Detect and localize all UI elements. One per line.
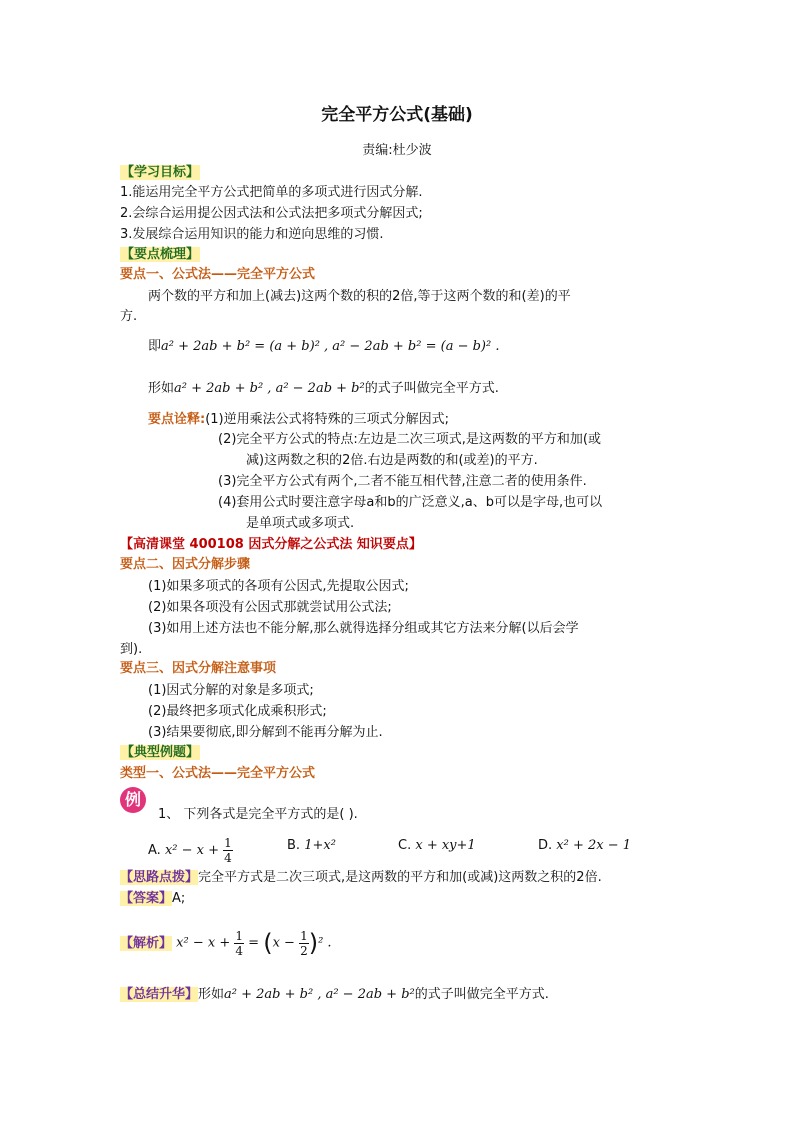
step-item: (3)如用上述方法也不能分解,那么就得选择分组或其它方法来分解(以后会学 bbox=[148, 621, 579, 636]
analysis-line: 【解析】 x² − x + $\frac{1}{4}$ = (x − $\frac{1}{2}$ )² . bbox=[120, 928, 332, 958]
goal-item: 3.发展综合运用知识的能力和逆向思维的习惯. bbox=[120, 227, 384, 242]
step-item: (1)如果多项式的各项有公因式,先提取公因式; bbox=[148, 579, 409, 594]
formula-line: 即a² + 2ab + b² = (a + b)² , a² − 2ab + b² = (a − b)² . bbox=[148, 339, 500, 354]
caution-item: (2)最终把多项式化成乘积形式; bbox=[148, 704, 327, 719]
note-item: 减)这两数之积的2倍.右边是两数的和(或差)的平方. bbox=[246, 453, 538, 468]
point1-text: 两个数的平方和加上(减去)这两个数的积的2倍,等于这两个数的和(差)的平 bbox=[148, 289, 571, 304]
goal-item: 2.会综合运用提公因式法和公式法把多项式分解因式; bbox=[120, 206, 423, 221]
goals-header: 【学习目标】 bbox=[121, 165, 200, 180]
editor-line: 责编:杜少波 bbox=[362, 143, 432, 158]
step-item: (2)如果各项没有公因式那就尝试用公式法; bbox=[148, 600, 392, 615]
point3-title: 要点三、因式分解注意事项 bbox=[120, 661, 277, 676]
option-b: B. 1+x² bbox=[287, 838, 336, 853]
note-item: (4)套用公式时要注意字母a和b的广泛意义,a、b可以是字母,也可以 bbox=[218, 495, 603, 510]
review-header: 【要点梳理】 bbox=[121, 247, 200, 262]
caution-item: (3)结果要彻底,即分解到不能再分解为止. bbox=[148, 725, 383, 740]
question-1: 1、 下列各式是完全平方式的是( ). bbox=[158, 807, 358, 822]
option-a: A. x² − x + $\frac{1}{4}$ bbox=[148, 836, 232, 865]
example-badge: 例 bbox=[120, 787, 146, 813]
note-item: 是单项式或多项式. bbox=[246, 516, 355, 531]
option-d: D. x² + 2x − 1 bbox=[538, 838, 632, 853]
classroom-link[interactable]: 【高清课堂 400108 因式分解之公式法 知识要点】 bbox=[120, 537, 422, 552]
form-definition: 形如a² + 2ab + b² , a² − 2ab + b²的式子叫做完全平方式. bbox=[148, 381, 499, 396]
examples-header: 【典型例题】 bbox=[121, 745, 200, 760]
type1-title: 类型一、公式法——完全平方公式 bbox=[120, 766, 316, 781]
option-c: C. x + xy+1 bbox=[398, 838, 476, 853]
caution-item: (1)因式分解的对象是多项式; bbox=[148, 683, 314, 698]
page-title: 完全平方公式(基础) bbox=[321, 105, 473, 125]
point1-text-cont: 方. bbox=[120, 309, 138, 324]
point1-title: 要点一、公式法——完全平方公式 bbox=[120, 267, 316, 282]
step-item-cont: 到). bbox=[120, 642, 143, 657]
goal-item: 1.能运用完全平方公式把简单的多项式进行因式分解. bbox=[120, 185, 423, 200]
notes-label: 要点诠释: bbox=[148, 412, 206, 427]
summary-line: 【总结升华】形如a² + 2ab + b² , a² − 2ab + b²的式子叫做完全平方式. bbox=[120, 987, 549, 1002]
note-item: (2)完全平方公式的特点:左边是二次三项式,是这两数的平方和加(或 bbox=[218, 432, 601, 447]
answer-line: 【答案】A; bbox=[120, 891, 186, 906]
point2-title: 要点二、因式分解步骤 bbox=[120, 557, 251, 572]
hint-line: 【思路点拨】完全平方式是二次三项式,是这两数的平方和加(或减)这两数之积的2倍. bbox=[120, 870, 602, 885]
notes-line: 要点诠释:(1)逆用乘法公式将特殊的三项式分解因式; bbox=[148, 412, 449, 427]
note-item: (3)完全平方公式有两个,二者不能互相代替,注意二者的使用条件. bbox=[218, 474, 587, 489]
